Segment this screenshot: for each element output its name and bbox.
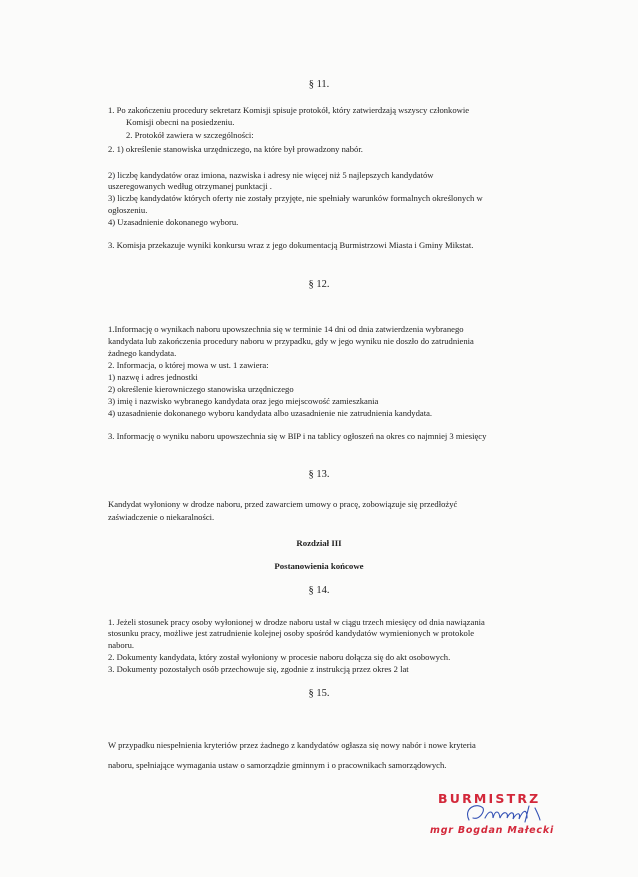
section-11-heading: § 11. <box>308 79 330 90</box>
s11-line-3: 2. Protokół zawiera w szczególności: <box>126 130 254 140</box>
chapter-subtitle: Postanowienia końcowe <box>274 561 364 571</box>
s11-line-1: 1. Po zakończeniu procedury sekretarz Komisji spisuje protokół, który zatwierdzają wszyscy członkowie <box>108 105 470 115</box>
s13-line-2: zaświadczenie o niekaralności. <box>108 512 215 522</box>
s12-line-5: 1) nazwę i adres jednostki <box>108 372 198 382</box>
s11-line-9: 4) Uzasadnienie dokonanego wyboru. <box>108 217 239 227</box>
s12-line-7: 3) imię i nazwisko wybranego kandydata oraz jego miejscowość zamieszkania <box>108 396 379 406</box>
s14-line-2: stosunku pracy, możliwe jest zatrudnienie kolejnej osoby spośród kandydatów wymienionych w protokole <box>108 628 475 638</box>
s14-line-4: 2. Dokumenty kandydata, który został wyłoniony w procesie naboru dołącza się do akt osobowych. <box>108 652 451 662</box>
section-13-heading: § 13. <box>308 469 330 480</box>
s11-line-4: 2. 1) określenie stanowiska urzędniczego, na które był prowadzony nabór. <box>108 144 363 154</box>
s12-line-1: 1.Informację o wynikach naboru upowszechnia się w terminie 14 dni od dnia zatwierdzenia wybranego <box>108 324 464 334</box>
s12-line-9: 3. Informację o wyniku naboru upowszechnia się w BIP i na tablicy ogłoszeń na okres co najmniej 3 miesięcy <box>108 431 487 441</box>
s15-line-1: W przypadku niespełnienia kryteriów przez żadnego z kandydatów ogłasza się nowy nabór i nowe kryteria <box>108 740 476 750</box>
s11-line-8: ogłoszeniu. <box>108 205 148 215</box>
s14-line-5: 3. Dokumenty pozostałych osób przechowuje się, zgodnie z instrukcją przez okres 2 lat <box>108 664 409 674</box>
s14-line-1: 1. Jeżeli stosunek pracy osoby wyłonionej w drodze naboru ustał w ciągu trzech miesięcy od dnia nawiązania <box>108 617 485 627</box>
s13-line-1: Kandydat wyłoniony w drodze naboru, przed zawarciem umowy o pracę, zobowiązuje się przedłożyć <box>108 499 458 509</box>
s11-line-10: 3. Komisja przekazuje wyniki konkursu wraz z jego dokumentacją Burmistrzowi Miasta i Gminy Mikstat. <box>108 240 474 250</box>
section-15-heading: § 15. <box>308 688 330 699</box>
s12-line-8: 4) uzasadnienie dokonanego wyboru kandydata albo uzasadnienie nie zatrudnienia kandydata. <box>108 408 433 418</box>
s11-line-2: Komisji obecni na posiedzeniu. <box>126 117 235 127</box>
s14-line-3: naboru. <box>108 640 135 650</box>
s12-line-2: kandydata lub zakończenia procedury naboru w przypadku, gdy w jego wyniku nie doszło do zatrudnienia <box>108 336 474 346</box>
s12-line-6: 2) określenie kierowniczego stanowiska urzędniczego <box>108 384 294 394</box>
stamp-title: BURMISTRZ <box>438 791 541 806</box>
s11-line-7: 3) liczbę kandydatów których oferty nie zostały przyjęte, nie spełniały warunków formalnych określonych w <box>108 193 483 203</box>
s15-line-2: naboru, spełniające wymagania ustaw o samorządzie gminnym i o pracownikach samorządowych. <box>108 760 447 770</box>
section-12-heading: § 12. <box>308 279 330 290</box>
stamp-name: mgr Bogdan Małecki <box>430 825 555 836</box>
s12-line-4: 2. Informacja, o której mowa w ust. 1 zawiera: <box>108 360 269 370</box>
section-14-heading: § 14. <box>308 585 330 596</box>
s11-line-6: uszeregowanych według otrzymanej punktacji . <box>108 181 272 191</box>
s12-line-3: żadnego kandydata. <box>108 348 177 358</box>
chapter-title: Rozdział III <box>296 538 342 548</box>
s11-line-5: 2) liczbę kandydatów oraz imiona, nazwiska i adresy nie więcej niż 5 najlepszych kandydatów <box>108 170 434 180</box>
